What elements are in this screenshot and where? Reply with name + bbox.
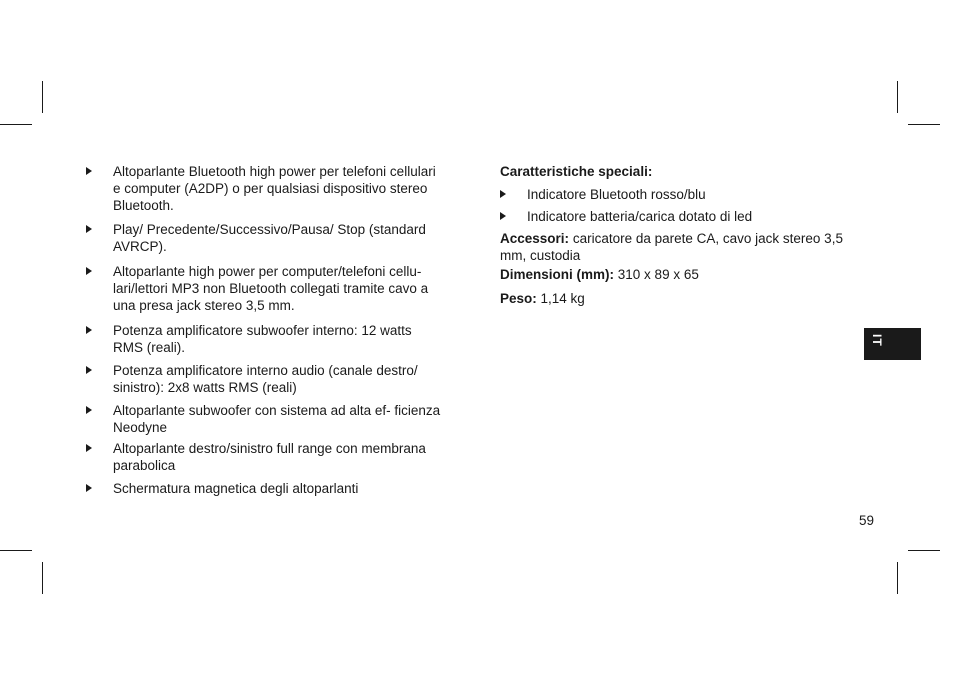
list-item-text: Altoparlante Bluetooth high power per telefoni cellulari e computer (A2DP) o per qualsiasi dispositivo stereo Bluetooth.: [113, 164, 436, 213]
language-tab-label: IT: [870, 334, 884, 347]
triangle-right-icon: [86, 444, 92, 452]
list-item: [86, 480, 442, 497]
features-list: [86, 163, 442, 497]
dimensions-value: 310 x 89 x 65: [617, 267, 699, 282]
list-item-text: Altoparlante subwoofer con sistema ad alta ef- ficienza Neodyne: [113, 403, 441, 435]
list-item: [86, 322, 442, 356]
weight-value: 1,14 kg: [540, 291, 585, 306]
list-item-text: Potenza amplificatore interno audio (canale destro/ sinistro): 2x8 watts RMS (reali): [113, 363, 418, 395]
list-item: [500, 208, 845, 225]
list-item-text: Altoparlante destro/sinistro full range con membrana parabolica: [113, 441, 426, 473]
crop-mark: [897, 562, 898, 594]
list-item: [86, 163, 442, 214]
list-item: [86, 402, 442, 436]
dimensions-label: Dimensioni (mm):: [500, 267, 615, 282]
accessories-spec: [500, 230, 845, 264]
triangle-right-icon: [500, 212, 506, 220]
triangle-right-icon: [86, 267, 92, 275]
list-item-text: Indicatore Bluetooth rosso/blu: [527, 187, 706, 202]
list-item: [86, 221, 442, 255]
list-item: [500, 186, 845, 203]
crop-mark: [0, 124, 32, 125]
triangle-right-icon: [86, 484, 92, 492]
features-column: [86, 163, 442, 502]
triangle-right-icon: [86, 326, 92, 334]
crop-mark: [42, 81, 43, 113]
weight-label: Peso:: [500, 291, 537, 306]
accessories-value: caricatore da parete CA, cavo jack stereo 3,5 mm, custodia: [500, 231, 843, 263]
triangle-right-icon: [86, 406, 92, 414]
triangle-right-icon: [86, 225, 92, 233]
dimensions-spec: [500, 266, 845, 283]
crop-mark: [897, 81, 898, 113]
crop-mark: [908, 550, 940, 551]
special-features-heading: Caratteristiche speciali:: [500, 164, 653, 179]
list-item: [86, 362, 442, 396]
language-tab: [864, 328, 921, 360]
weight-spec: [500, 290, 845, 307]
triangle-right-icon: [500, 190, 506, 198]
list-item: [86, 263, 442, 314]
special-features-list: [500, 186, 845, 225]
list-item: [86, 440, 442, 474]
list-item-text: Play/ Precedente/Successivo/Pausa/ Stop (standard AVRCP).: [113, 222, 426, 254]
list-item-text: Indicatore batteria/carica dotato di led: [527, 209, 753, 224]
triangle-right-icon: [86, 366, 92, 374]
triangle-right-icon: [86, 167, 92, 175]
page-number: 59: [859, 513, 875, 528]
crop-mark: [908, 124, 940, 125]
list-item-text: Schermatura magnetica degli altoparlanti: [113, 481, 359, 496]
accessories-label: Accessori:: [500, 231, 570, 246]
crop-mark: [42, 562, 43, 594]
list-item-text: Altoparlante high power per computer/telefoni cellu- lari/lettori MP3 non Bluetooth collegati tramite cavo a una presa jack stereo 3,5 mm.: [113, 264, 429, 313]
specs-column: [500, 163, 845, 307]
list-item-text: Potenza amplificatore subwoofer interno: 12 watts RMS (reali).: [113, 323, 412, 355]
crop-mark: [0, 550, 32, 551]
